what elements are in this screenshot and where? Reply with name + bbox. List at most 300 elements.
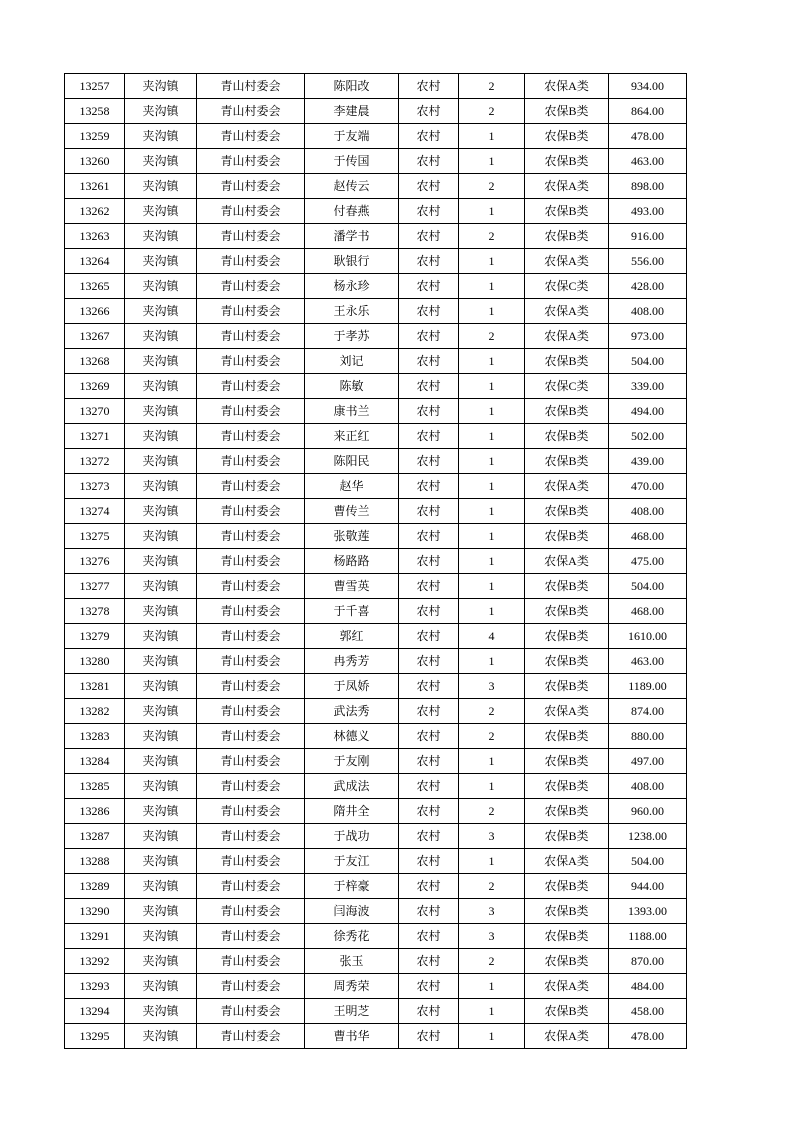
cell-id: 13267 <box>65 324 125 349</box>
cell-id: 13290 <box>65 899 125 924</box>
cell-name: 曹雪英 <box>305 574 399 599</box>
cell-residence: 农村 <box>399 1024 459 1049</box>
cell-category: 农保B类 <box>525 149 609 174</box>
cell-name: 刘记 <box>305 349 399 374</box>
cell-town: 夹沟镇 <box>125 249 197 274</box>
table-row <box>65 724 687 749</box>
cell-category: 农保A类 <box>525 849 609 874</box>
cell-id: 13288 <box>65 849 125 874</box>
cell-village: 青山村委会 <box>197 274 305 299</box>
cell-town: 夹沟镇 <box>125 924 197 949</box>
cell-name: 于友江 <box>305 849 399 874</box>
cell-category: 农保A类 <box>525 699 609 724</box>
cell-category: 农保A类 <box>525 249 609 274</box>
cell-count: 1 <box>459 599 525 624</box>
cell-amount: 1188.00 <box>609 924 687 949</box>
cell-name: 于友刚 <box>305 749 399 774</box>
cell-id: 13262 <box>65 199 125 224</box>
cell-category: 农保B类 <box>525 624 609 649</box>
table-row <box>65 424 687 449</box>
cell-town: 夹沟镇 <box>125 499 197 524</box>
cell-village: 青山村委会 <box>197 399 305 424</box>
cell-category: 农保C类 <box>525 274 609 299</box>
cell-village: 青山村委会 <box>197 124 305 149</box>
cell-name: 徐秀花 <box>305 924 399 949</box>
cell-amount: 458.00 <box>609 999 687 1024</box>
cell-id: 13284 <box>65 749 125 774</box>
cell-id: 13266 <box>65 299 125 324</box>
cell-village: 青山村委会 <box>197 449 305 474</box>
cell-name: 于孝苏 <box>305 324 399 349</box>
cell-category: 农保B类 <box>525 674 609 699</box>
cell-count: 1 <box>459 849 525 874</box>
cell-residence: 农村 <box>399 949 459 974</box>
cell-category: 农保C类 <box>525 374 609 399</box>
cell-town: 夹沟镇 <box>125 874 197 899</box>
cell-residence: 农村 <box>399 674 459 699</box>
cell-category: 农保B类 <box>525 574 609 599</box>
cell-residence: 农村 <box>399 374 459 399</box>
cell-amount: 408.00 <box>609 299 687 324</box>
cell-category: 农保B类 <box>525 649 609 674</box>
cell-id: 13278 <box>65 599 125 624</box>
table-row <box>65 324 687 349</box>
table-row <box>65 674 687 699</box>
cell-category: 农保A类 <box>525 474 609 499</box>
table-row <box>65 249 687 274</box>
cell-id: 13291 <box>65 924 125 949</box>
cell-category: 农保B类 <box>525 824 609 849</box>
cell-residence: 农村 <box>399 849 459 874</box>
cell-category: 农保A类 <box>525 174 609 199</box>
cell-residence: 农村 <box>399 624 459 649</box>
cell-category: 农保B类 <box>525 924 609 949</box>
cell-residence: 农村 <box>399 399 459 424</box>
cell-amount: 870.00 <box>609 949 687 974</box>
table-row <box>65 624 687 649</box>
cell-amount: 504.00 <box>609 849 687 874</box>
cell-id: 13265 <box>65 274 125 299</box>
table-row <box>65 699 687 724</box>
cell-category: 农保A类 <box>525 324 609 349</box>
cell-town: 夹沟镇 <box>125 124 197 149</box>
table-row <box>65 124 687 149</box>
cell-town: 夹沟镇 <box>125 324 197 349</box>
cell-name: 隋井全 <box>305 799 399 824</box>
cell-name: 于梓豪 <box>305 874 399 899</box>
cell-category: 农保A类 <box>525 974 609 999</box>
cell-residence: 农村 <box>399 649 459 674</box>
cell-amount: 1238.00 <box>609 824 687 849</box>
cell-count: 1 <box>459 374 525 399</box>
cell-amount: 874.00 <box>609 699 687 724</box>
cell-amount: 880.00 <box>609 724 687 749</box>
cell-id: 13279 <box>65 624 125 649</box>
cell-village: 青山村委会 <box>197 324 305 349</box>
table-row <box>65 999 687 1024</box>
cell-town: 夹沟镇 <box>125 174 197 199</box>
table-row <box>65 349 687 374</box>
cell-category: 农保B类 <box>525 524 609 549</box>
cell-name: 于千喜 <box>305 599 399 624</box>
cell-name: 来正红 <box>305 424 399 449</box>
cell-name: 曹传兰 <box>305 499 399 524</box>
cell-name: 张玉 <box>305 949 399 974</box>
cell-id: 13261 <box>65 174 125 199</box>
cell-village: 青山村委会 <box>197 899 305 924</box>
cell-name: 曹书华 <box>305 1024 399 1049</box>
cell-id: 13269 <box>65 374 125 399</box>
cell-id: 13270 <box>65 399 125 424</box>
cell-town: 夹沟镇 <box>125 299 197 324</box>
cell-category: 农保A类 <box>525 1024 609 1049</box>
cell-id: 13258 <box>65 99 125 124</box>
cell-residence: 农村 <box>399 449 459 474</box>
cell-id: 13282 <box>65 699 125 724</box>
cell-name: 潘学书 <box>305 224 399 249</box>
cell-category: 农保A类 <box>525 299 609 324</box>
table-row <box>65 974 687 999</box>
cell-id: 13295 <box>65 1024 125 1049</box>
cell-residence: 农村 <box>399 149 459 174</box>
cell-residence: 农村 <box>399 74 459 99</box>
cell-id: 13264 <box>65 249 125 274</box>
cell-residence: 农村 <box>399 999 459 1024</box>
cell-count: 1 <box>459 274 525 299</box>
cell-village: 青山村委会 <box>197 874 305 899</box>
cell-village: 青山村委会 <box>197 299 305 324</box>
cell-id: 13286 <box>65 799 125 824</box>
cell-residence: 农村 <box>399 474 459 499</box>
cell-category: 农保B类 <box>525 949 609 974</box>
cell-village: 青山村委会 <box>197 424 305 449</box>
cell-town: 夹沟镇 <box>125 199 197 224</box>
cell-name: 于友端 <box>305 124 399 149</box>
cell-amount: 504.00 <box>609 574 687 599</box>
cell-amount: 478.00 <box>609 124 687 149</box>
cell-amount: 494.00 <box>609 399 687 424</box>
cell-amount: 960.00 <box>609 799 687 824</box>
cell-village: 青山村委会 <box>197 824 305 849</box>
cell-village: 青山村委会 <box>197 949 305 974</box>
cell-id: 13274 <box>65 499 125 524</box>
cell-count: 1 <box>459 399 525 424</box>
cell-amount: 916.00 <box>609 224 687 249</box>
cell-name: 付春燕 <box>305 199 399 224</box>
cell-name: 郭红 <box>305 624 399 649</box>
cell-count: 1 <box>459 999 525 1024</box>
cell-town: 夹沟镇 <box>125 849 197 874</box>
cell-residence: 农村 <box>399 524 459 549</box>
cell-count: 3 <box>459 924 525 949</box>
cell-category: 农保B类 <box>525 499 609 524</box>
cell-id: 13293 <box>65 974 125 999</box>
cell-count: 1 <box>459 349 525 374</box>
cell-amount: 504.00 <box>609 349 687 374</box>
cell-village: 青山村委会 <box>197 474 305 499</box>
cell-name: 于战功 <box>305 824 399 849</box>
cell-id: 13280 <box>65 649 125 674</box>
cell-amount: 463.00 <box>609 649 687 674</box>
cell-residence: 农村 <box>399 824 459 849</box>
cell-residence: 农村 <box>399 924 459 949</box>
cell-count: 3 <box>459 674 525 699</box>
cell-name: 杨永珍 <box>305 274 399 299</box>
table-row <box>65 874 687 899</box>
cell-id: 13285 <box>65 774 125 799</box>
cell-category: 农保B类 <box>525 799 609 824</box>
cell-amount: 468.00 <box>609 524 687 549</box>
cell-count: 3 <box>459 899 525 924</box>
cell-id: 13287 <box>65 824 125 849</box>
table-row <box>65 774 687 799</box>
cell-village: 青山村委会 <box>197 774 305 799</box>
table-row <box>65 649 687 674</box>
cell-count: 1 <box>459 574 525 599</box>
cell-count: 1 <box>459 549 525 574</box>
cell-name: 陈阳民 <box>305 449 399 474</box>
cell-name: 赵传云 <box>305 174 399 199</box>
cell-residence: 农村 <box>399 699 459 724</box>
cell-category: 农保B类 <box>525 874 609 899</box>
cell-residence: 农村 <box>399 799 459 824</box>
table-row <box>65 74 687 99</box>
table-row <box>65 749 687 774</box>
cell-id: 13273 <box>65 474 125 499</box>
payment-table <box>64 73 687 1049</box>
cell-amount: 470.00 <box>609 474 687 499</box>
cell-amount: 944.00 <box>609 874 687 899</box>
table-body <box>65 74 687 1049</box>
cell-town: 夹沟镇 <box>125 699 197 724</box>
cell-count: 1 <box>459 449 525 474</box>
cell-residence: 农村 <box>399 349 459 374</box>
table-row <box>65 199 687 224</box>
cell-name: 王永乐 <box>305 299 399 324</box>
cell-village: 青山村委会 <box>197 924 305 949</box>
table-row <box>65 274 687 299</box>
table-row <box>65 799 687 824</box>
cell-name: 康书兰 <box>305 399 399 424</box>
cell-count: 2 <box>459 74 525 99</box>
cell-count: 3 <box>459 824 525 849</box>
cell-id: 13292 <box>65 949 125 974</box>
cell-town: 夹沟镇 <box>125 899 197 924</box>
cell-count: 2 <box>459 949 525 974</box>
cell-village: 青山村委会 <box>197 574 305 599</box>
cell-category: 农保B类 <box>525 899 609 924</box>
cell-amount: 478.00 <box>609 1024 687 1049</box>
cell-amount: 973.00 <box>609 324 687 349</box>
table-row <box>65 1024 687 1049</box>
cell-residence: 农村 <box>399 274 459 299</box>
cell-town: 夹沟镇 <box>125 774 197 799</box>
cell-count: 1 <box>459 499 525 524</box>
cell-amount: 439.00 <box>609 449 687 474</box>
cell-id: 13294 <box>65 999 125 1024</box>
cell-count: 1 <box>459 749 525 774</box>
cell-category: 农保A类 <box>525 74 609 99</box>
cell-amount: 493.00 <box>609 199 687 224</box>
table-row <box>65 549 687 574</box>
cell-category: 农保B类 <box>525 724 609 749</box>
cell-village: 青山村委会 <box>197 499 305 524</box>
cell-village: 青山村委会 <box>197 349 305 374</box>
cell-residence: 农村 <box>399 424 459 449</box>
cell-village: 青山村委会 <box>197 974 305 999</box>
cell-id: 13283 <box>65 724 125 749</box>
cell-amount: 428.00 <box>609 274 687 299</box>
cell-village: 青山村委会 <box>197 599 305 624</box>
cell-amount: 556.00 <box>609 249 687 274</box>
cell-name: 王明芝 <box>305 999 399 1024</box>
cell-amount: 1189.00 <box>609 674 687 699</box>
cell-category: 农保B类 <box>525 749 609 774</box>
cell-category: 农保B类 <box>525 999 609 1024</box>
cell-village: 青山村委会 <box>197 1024 305 1049</box>
table-row <box>65 224 687 249</box>
cell-name: 陈敏 <box>305 374 399 399</box>
cell-name: 陈阳改 <box>305 74 399 99</box>
cell-residence: 农村 <box>399 749 459 774</box>
cell-town: 夹沟镇 <box>125 149 197 174</box>
cell-residence: 农村 <box>399 99 459 124</box>
cell-count: 4 <box>459 624 525 649</box>
cell-id: 13260 <box>65 149 125 174</box>
cell-town: 夹沟镇 <box>125 524 197 549</box>
cell-count: 1 <box>459 249 525 274</box>
cell-name: 武成法 <box>305 774 399 799</box>
cell-category: 农保B类 <box>525 449 609 474</box>
cell-town: 夹沟镇 <box>125 749 197 774</box>
cell-town: 夹沟镇 <box>125 649 197 674</box>
table-row <box>65 299 687 324</box>
table-row <box>65 574 687 599</box>
cell-village: 青山村委会 <box>197 224 305 249</box>
cell-village: 青山村委会 <box>197 674 305 699</box>
cell-category: 农保A类 <box>525 549 609 574</box>
cell-count: 2 <box>459 874 525 899</box>
cell-id: 13289 <box>65 874 125 899</box>
cell-amount: 934.00 <box>609 74 687 99</box>
cell-id: 13271 <box>65 424 125 449</box>
cell-town: 夹沟镇 <box>125 399 197 424</box>
cell-amount: 475.00 <box>609 549 687 574</box>
cell-count: 1 <box>459 149 525 174</box>
cell-town: 夹沟镇 <box>125 974 197 999</box>
cell-amount: 484.00 <box>609 974 687 999</box>
table-row <box>65 524 687 549</box>
cell-village: 青山村委会 <box>197 624 305 649</box>
cell-count: 2 <box>459 99 525 124</box>
cell-residence: 农村 <box>399 874 459 899</box>
cell-category: 农保B类 <box>525 599 609 624</box>
cell-residence: 农村 <box>399 124 459 149</box>
cell-village: 青山村委会 <box>197 99 305 124</box>
cell-name: 耿银行 <box>305 249 399 274</box>
cell-residence: 农村 <box>399 299 459 324</box>
cell-amount: 1393.00 <box>609 899 687 924</box>
cell-amount: 408.00 <box>609 499 687 524</box>
cell-town: 夹沟镇 <box>125 624 197 649</box>
cell-name: 于传国 <box>305 149 399 174</box>
cell-amount: 408.00 <box>609 774 687 799</box>
cell-id: 13257 <box>65 74 125 99</box>
cell-count: 1 <box>459 199 525 224</box>
cell-name: 闫海波 <box>305 899 399 924</box>
cell-town: 夹沟镇 <box>125 799 197 824</box>
cell-name: 张敬莲 <box>305 524 399 549</box>
cell-town: 夹沟镇 <box>125 74 197 99</box>
cell-amount: 497.00 <box>609 749 687 774</box>
table-row <box>65 924 687 949</box>
cell-id: 13275 <box>65 524 125 549</box>
cell-village: 青山村委会 <box>197 149 305 174</box>
cell-village: 青山村委会 <box>197 649 305 674</box>
table-row <box>65 399 687 424</box>
cell-village: 青山村委会 <box>197 799 305 824</box>
cell-residence: 农村 <box>399 174 459 199</box>
cell-category: 农保B类 <box>525 424 609 449</box>
cell-name: 周秀荣 <box>305 974 399 999</box>
cell-name: 冉秀芳 <box>305 649 399 674</box>
cell-category: 农保B类 <box>525 349 609 374</box>
cell-town: 夹沟镇 <box>125 549 197 574</box>
cell-category: 农保B类 <box>525 124 609 149</box>
cell-id: 13259 <box>65 124 125 149</box>
cell-village: 青山村委会 <box>197 699 305 724</box>
cell-village: 青山村委会 <box>197 374 305 399</box>
cell-town: 夹沟镇 <box>125 349 197 374</box>
cell-town: 夹沟镇 <box>125 824 197 849</box>
table-row <box>65 949 687 974</box>
cell-count: 1 <box>459 649 525 674</box>
cell-town: 夹沟镇 <box>125 1024 197 1049</box>
cell-count: 1 <box>459 1024 525 1049</box>
cell-town: 夹沟镇 <box>125 449 197 474</box>
cell-village: 青山村委会 <box>197 74 305 99</box>
cell-amount: 864.00 <box>609 99 687 124</box>
cell-village: 青山村委会 <box>197 524 305 549</box>
cell-count: 1 <box>459 474 525 499</box>
cell-id: 13281 <box>65 674 125 699</box>
cell-residence: 农村 <box>399 574 459 599</box>
cell-town: 夹沟镇 <box>125 599 197 624</box>
cell-amount: 468.00 <box>609 599 687 624</box>
cell-amount: 502.00 <box>609 424 687 449</box>
cell-town: 夹沟镇 <box>125 474 197 499</box>
cell-amount: 1610.00 <box>609 624 687 649</box>
cell-village: 青山村委会 <box>197 999 305 1024</box>
cell-residence: 农村 <box>399 724 459 749</box>
cell-town: 夹沟镇 <box>125 224 197 249</box>
cell-residence: 农村 <box>399 249 459 274</box>
table-row <box>65 824 687 849</box>
cell-town: 夹沟镇 <box>125 424 197 449</box>
cell-count: 2 <box>459 224 525 249</box>
table-row <box>65 99 687 124</box>
cell-town: 夹沟镇 <box>125 999 197 1024</box>
cell-id: 13276 <box>65 549 125 574</box>
cell-town: 夹沟镇 <box>125 274 197 299</box>
table-row <box>65 599 687 624</box>
cell-count: 2 <box>459 799 525 824</box>
cell-name: 林德义 <box>305 724 399 749</box>
cell-amount: 463.00 <box>609 149 687 174</box>
cell-residence: 农村 <box>399 899 459 924</box>
cell-residence: 农村 <box>399 774 459 799</box>
cell-count: 1 <box>459 299 525 324</box>
